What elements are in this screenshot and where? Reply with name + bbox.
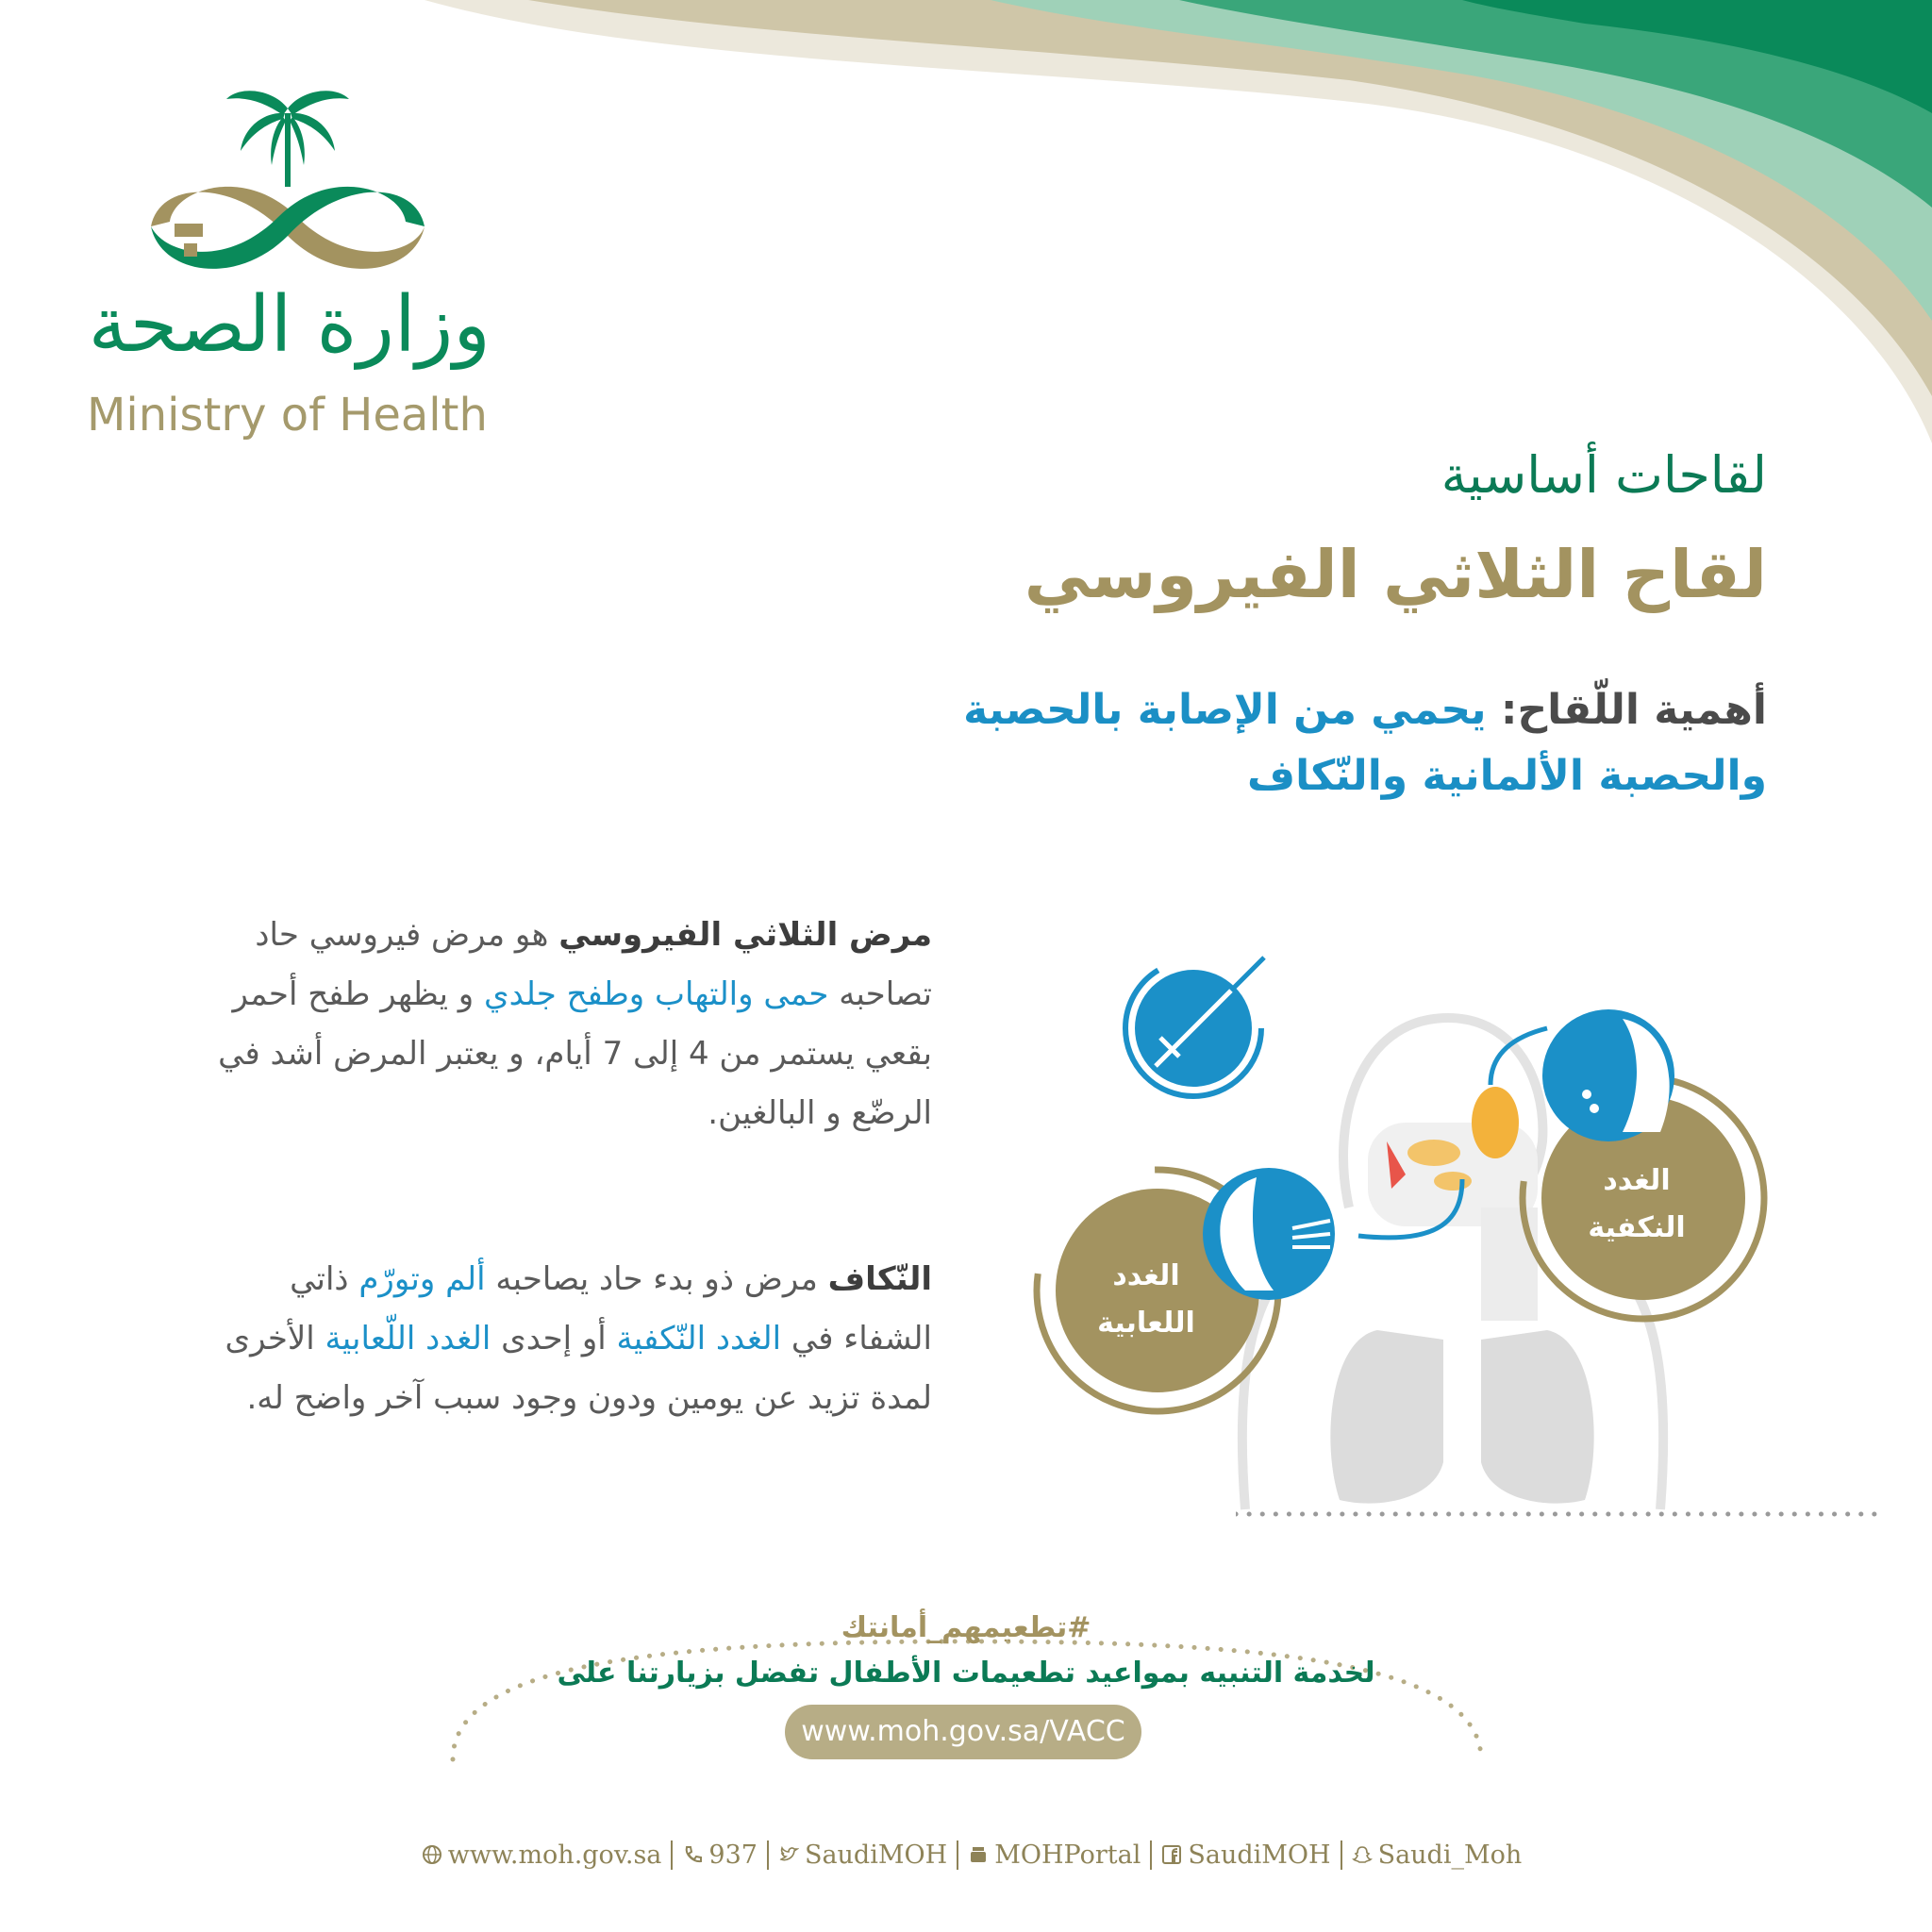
- parotid-label-line1: الغدد: [1603, 1164, 1671, 1197]
- mumps-text-2: ذاتي الشفاء في: [290, 1260, 932, 1357]
- mumps-highlight-2: الغدد النّكفية: [616, 1320, 782, 1357]
- mumps-highlight-3: الغدد اللّعابية: [325, 1320, 491, 1357]
- contact-snapchat-label: Saudi_Moh: [1377, 1840, 1523, 1870]
- vaccine-importance: [729, 677, 1767, 809]
- globe-icon: [422, 1844, 442, 1865]
- contact-snapchat[interactable]: [1341, 1840, 1532, 1870]
- contact-phone-label: 937: [708, 1840, 758, 1870]
- parotid-glands-label: [1557, 1158, 1717, 1252]
- contact-phone[interactable]: [671, 1840, 767, 1870]
- reminder-notice: لخدمة التنبيه بمواعيد تطعيمات الأطفال تفضل بزيارتنا على: [557, 1657, 1375, 1690]
- contact-website-label: www.moh.gov.sa: [447, 1840, 662, 1870]
- twitter-icon: [778, 1844, 799, 1865]
- contact-youtube-label: MOHPortal: [994, 1840, 1141, 1870]
- mumps-text-3: أو إحدى: [501, 1320, 607, 1357]
- mmr-text-2: و يظهر طفح أحمر بقعي يستمر من 4 إلى 7 أيام، و يعتبر المرض أشد في الرضّع و البالغين.: [218, 975, 932, 1132]
- ministry-name-arabic: وزارة الصحة: [88, 280, 491, 370]
- salivary-glands-label: [1066, 1253, 1226, 1347]
- page-title: لقاح الثلاثي الفيروسي: [1024, 536, 1767, 613]
- contact-youtube[interactable]: [957, 1840, 1150, 1870]
- ministry-name-english: Ministry of Health: [87, 389, 488, 441]
- anatomy-illustration: [1019, 934, 1868, 1538]
- mumps-text-4: الأخرى لمدة تزيد عن يومين ودون وجود سبب آخر واضح له.: [225, 1320, 932, 1417]
- contact-twitter[interactable]: [767, 1840, 957, 1870]
- dotted-divider: [1236, 1509, 1887, 1519]
- salivary-label-line2: اللعابية: [1097, 1307, 1195, 1340]
- contact-facebook-label: SaudiMOH: [1188, 1840, 1331, 1870]
- contact-facebook[interactable]: [1150, 1840, 1340, 1870]
- vaccination-url-link[interactable]: www.moh.gov.sa/VACC: [785, 1705, 1141, 1759]
- mumps-text-1: مرض ذو بدء حاد يصاحبه: [495, 1260, 818, 1298]
- snapchat-icon: [1352, 1844, 1373, 1865]
- importance-text-line1: يحمي من الإصابة بالحصبة: [963, 686, 1487, 734]
- importance-text-line2: والحصبة الألمانية والنّكاف: [1247, 752, 1767, 800]
- importance-label: أهمية اللّقاح:: [1500, 686, 1767, 734]
- youtube-icon: [968, 1844, 989, 1865]
- contact-twitter-label: SaudiMOH: [804, 1840, 948, 1870]
- parotid-label-line2: النكفية: [1588, 1211, 1686, 1244]
- campaign-hashtag: #تطعيمهم_أمانتك: [841, 1611, 1091, 1644]
- salivary-label-line1: الغدد: [1112, 1259, 1180, 1292]
- facebook-icon: [1161, 1844, 1182, 1865]
- contact-bar: [443, 1832, 1523, 1877]
- mmr-text-1: هو مرض فيروسي حاد تصاحبه: [255, 916, 932, 1013]
- section-subtitle: لقاحات أساسية: [1441, 445, 1767, 505]
- ministry-logo-icon: [132, 85, 443, 288]
- mumps-highlight-1: ألم وتورّم: [358, 1260, 486, 1298]
- mmr-symptoms: حمى والتهاب وطفح جلدي: [484, 975, 829, 1013]
- mumps-description: [215, 1250, 932, 1428]
- contact-website[interactable]: [412, 1840, 672, 1870]
- mmr-term: مرض الثلاثي الفيروسي: [558, 916, 932, 954]
- phone-icon: [682, 1844, 703, 1865]
- mmr-description: [215, 906, 932, 1143]
- mumps-term: النّكاف: [827, 1260, 932, 1298]
